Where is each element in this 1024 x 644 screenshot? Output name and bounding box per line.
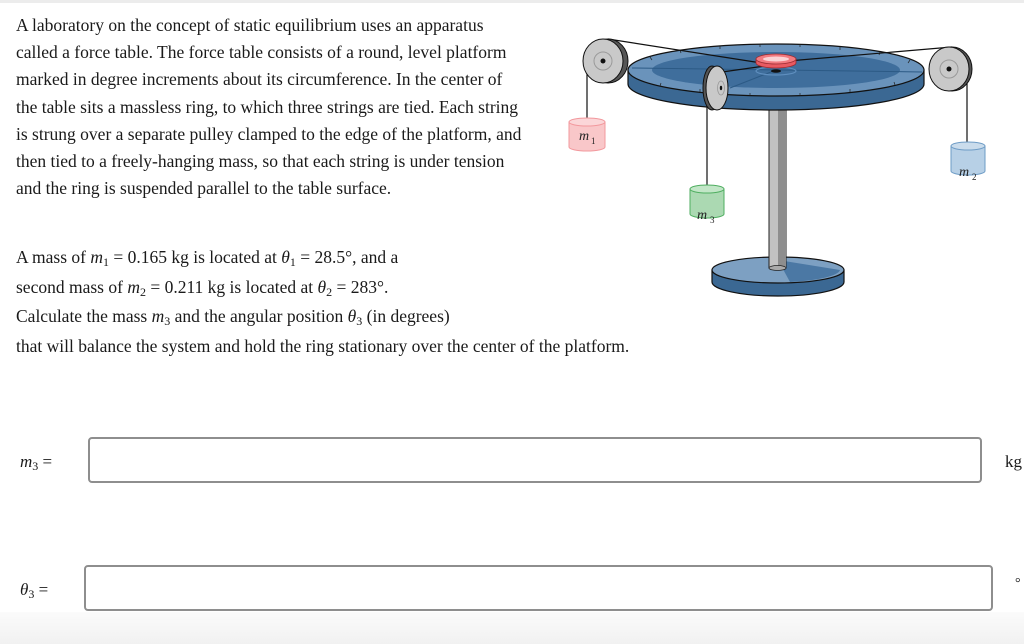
given-values xyxy=(16,243,736,361)
m3-label: $m_3$ = xyxy=(20,452,53,473)
top-border xyxy=(0,0,1024,3)
theta2-symbol: θ xyxy=(317,276,327,297)
table-post xyxy=(769,88,786,271)
theta3-label: $\theta_3$ = xyxy=(20,580,49,601)
given-line-1: A mass of $m_1 = 0.165$ kg is located at $\theta_1 = 28.5^\circ$, and a xyxy=(16,247,399,269)
theta2-value: = 283°. xyxy=(332,276,389,297)
m3-unit: kg xyxy=(1005,452,1022,471)
pulley-2 xyxy=(929,47,972,91)
given-line-4: that will balance the system and hold the ring stationary over the center of the platform. xyxy=(16,335,630,356)
m3-input[interactable] xyxy=(88,437,982,483)
m1-value: = 0.165 kg is located at xyxy=(109,247,282,267)
svg-text:3: 3 xyxy=(710,215,715,225)
m2-symbol: m xyxy=(127,276,140,297)
theta3-input[interactable] xyxy=(84,565,993,611)
svg-text:m: m xyxy=(697,208,708,223)
svg-text:2: 2 xyxy=(972,172,977,182)
theta1-symbol: θ xyxy=(281,247,290,267)
theta1-value: = 28.5°, and a xyxy=(295,247,399,267)
mass-3 xyxy=(690,185,724,225)
svg-text:1: 1 xyxy=(591,136,596,146)
problem-intro: A laboratory on the concept of static equilibrium uses an apparatus called a force table. The force table consists of a round, level platform marked in degree increments about its circumference. In the center of the table sits a massless ring, to which three strings are tied. Each string is strung over a separate pulley clamped to the edge of the platform, and then tied to a freely-hanging mass, so that each string is under tension and the ring is suspended parallel to the table surface. xyxy=(16,15,522,199)
theta3-unit: ° xyxy=(1015,576,1021,591)
given-line-3: Calculate the mass $m_3$ and the angular position $\theta_3$ (in degrees) xyxy=(16,306,450,328)
m2-value: = 0.211 kg is located at xyxy=(145,276,318,297)
pulley-3 xyxy=(703,66,728,110)
bottom-bar xyxy=(0,612,1024,644)
given-line-2: second mass of $m_2 = 0.211$ kg is located at $\theta_2 = 283^\circ$. xyxy=(16,276,389,299)
mass-2 xyxy=(951,142,985,182)
svg-text:m: m xyxy=(579,129,590,144)
m1-symbol: m xyxy=(90,247,104,267)
center-ring xyxy=(756,54,796,68)
pulley-1 xyxy=(583,39,628,83)
svg-text:m: m xyxy=(959,165,970,180)
mass-1 xyxy=(569,118,605,151)
